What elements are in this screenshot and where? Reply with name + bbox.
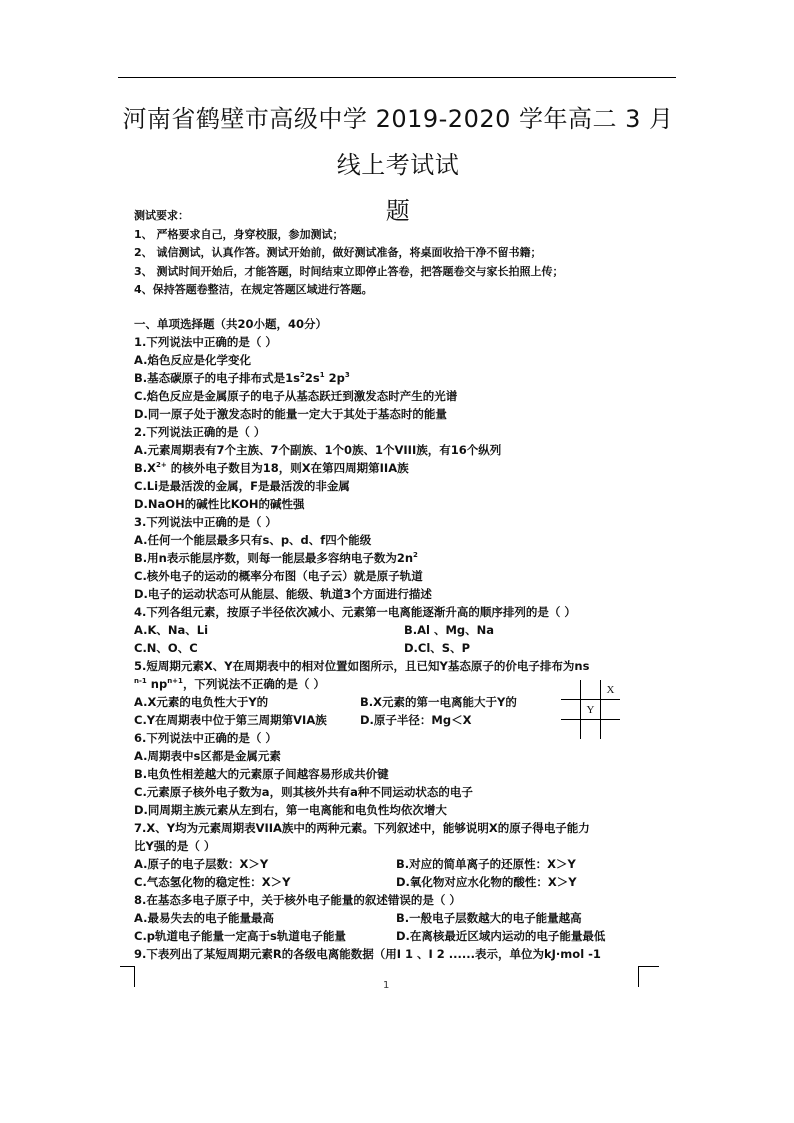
option-b (134, 549, 674, 567)
title-line-2: 题 (385, 197, 411, 225)
grid-cell (561, 700, 581, 720)
option-c: C.元素原子核外电子数为a，则其核外共有a种不同运动状态的电子 (134, 785, 473, 799)
option-text: B.基态碳原子的电子排布式是1s (134, 371, 300, 385)
grid-cell-y: Y (581, 700, 601, 720)
question-stem: 9.下表列出了某短周期元素R的各级电离能数据（用I 1 、I 2 ......表示，单位为kJ·mol -1 (134, 947, 601, 961)
superscript: n+1 (167, 677, 183, 685)
option-c: C.Y在周期表中位于第三周期第VIA族 (134, 713, 327, 727)
stem-text: np (146, 677, 168, 691)
crop-mark-right (638, 966, 659, 987)
option-d: D.NaOH的碱性比KOH的碱性强 (134, 497, 305, 511)
requirements-heading: 测试要求： (134, 209, 189, 222)
question-stem: 8.在基态多电子原子中，关于核外电子能量的叙述错误的是（ ） (134, 893, 461, 907)
title-line-1: 河南省鹤壁市高级中学 2019-2020 学年高二 3 月线上考试试 (122, 105, 674, 179)
option-a: A.K、Na、Li (134, 623, 209, 637)
grid-cell (581, 680, 601, 700)
page-number: 1 (383, 980, 390, 991)
option-b: B.电负性相差越大的元素原子间越容易形成共价键 (134, 767, 389, 781)
option-d: D.原子半径：Mg＜X (360, 713, 472, 727)
question-stem: 7.X、Y均为元素周期表VIIA族中的两种元素。下列叙述中，能够说明X的原子得电子能力 (134, 821, 590, 835)
requirement-item: 4、保持答题卷整洁，在规定答题区域进行答题。 (134, 283, 373, 296)
grid-cell (601, 720, 621, 740)
requirement-item: 3、 测试时间开始后，才能答题，时间结束立即停止答卷，把答题卷交与家长拍照上传； (134, 264, 564, 278)
option-b: B.Al 、Mg、Na (404, 623, 495, 637)
option-c: C.N、O、C (134, 641, 198, 655)
option-a: A.原子的电子层数：X＞Y (134, 857, 269, 871)
option-b (134, 369, 674, 387)
question-stem: 3.下列说法中正确的是（ ） (134, 515, 277, 529)
superscript: 2+ (156, 461, 167, 469)
grid-cell (561, 680, 581, 700)
superscript: 1 (319, 371, 325, 379)
superscript: n-1 (134, 677, 147, 685)
option-text: 2p (328, 371, 345, 385)
grid-cell-x: X (601, 680, 621, 700)
crop-mark-left (120, 966, 135, 987)
option-a: A.任何一个能层最多只有s、p、d、f四个能级 (134, 533, 372, 547)
grid-cell (561, 720, 581, 740)
option-d: D.氧化物对应水化物的酸性：X＞Y (396, 875, 577, 889)
option-row (134, 855, 674, 873)
stem-text: 5.短周期元素X、Y在周期表中的相对位置如图所示，且已知Y基态原子的价电子排布为ns (134, 659, 590, 673)
option-d: D.电子的运动状态可从能层、能级、轨道3个方面进行描述 (134, 587, 432, 601)
periodic-position-grid (561, 680, 620, 739)
option-text: B.X (134, 461, 157, 475)
option-b: B.对应的简单离子的还原性：X＞Y (396, 857, 576, 871)
option-text: 2s (304, 371, 320, 385)
grid-cell (581, 720, 601, 740)
option-text: 的核外电子数目为18，则X在第四周期第IIA族 (166, 461, 409, 475)
question-stem: 4.下列各组元素，按原子半径依次减小、元素第一电离能逐渐升高的顺序排列的是（ ） (134, 605, 576, 619)
section-heading: 一、单项选择题（共20小题，40分） (134, 317, 328, 331)
requirement-item: 2、 诚信测试，认真作答。测试开始前，做好测试准备，将桌面收拾干净不留书籍； (134, 246, 542, 259)
question-stem: 比Y强的是（ ） (134, 839, 216, 853)
option-c: C.核外电子的运动的概率分布图（电子云）就是原子轨道 (134, 569, 423, 583)
option-row (134, 873, 674, 891)
option-d: D.在离核最近区域内运动的电子能量最低 (396, 929, 606, 943)
requirement-item: 1、 严格要求自己，身穿校服，参加测试； (134, 227, 344, 241)
option-d: D.同周期主族元素从左到右，第一电离能和电负性均依次增大 (134, 803, 447, 817)
question-stem: 1.下列说法中正确的是（ ） (134, 335, 277, 349)
option-b: B.X元素的第一电离能大于Y的 (360, 695, 517, 709)
option-a: A.X元素的电负性大于Y的 (134, 695, 269, 709)
option-row (134, 639, 674, 657)
option-c: C.焰色反应是金属原子的电子从基态跃迁到激发态时产生的光谱 (134, 389, 458, 403)
question-stem: 2.下列说法正确的是（ ） (134, 425, 266, 439)
option-a: A.焰色反应是化学变化 (134, 353, 251, 367)
option-text: B.用n表示能层序数，则每一能层最多容纳电子数为2n (134, 551, 414, 565)
question-stem (134, 657, 674, 675)
superscript: 2 (299, 371, 305, 379)
grid-cell (601, 700, 621, 720)
superscript: 2 (413, 551, 418, 559)
stem-text: ，下列说法不正确的是（ ） (182, 677, 325, 691)
option-a: A.最易失去的电子能量最高 (134, 911, 274, 925)
option-row (134, 909, 674, 927)
option-a: A.周期表中s区都是金属元素 (134, 749, 281, 763)
option-a: A.元素周期表有7个主族、7个副族、1个0族、1个VIII族，有16个纵列 (134, 443, 502, 457)
header-rule (118, 77, 676, 78)
option-c: C.p轨道电子能量一定高于s轨道电子能量 (134, 929, 346, 943)
question-section (134, 315, 674, 963)
test-requirements (134, 207, 694, 300)
option-d: D.Cl、S、P (404, 641, 471, 655)
option-b (134, 459, 674, 477)
option-d: D.同一原子处于激发态时的能量一定大于其处于基态时的能量 (134, 407, 447, 421)
superscript: 3 (344, 371, 350, 379)
question-stem: 6.下列说法中正确的是（ ） (134, 731, 277, 745)
option-row (134, 621, 674, 639)
option-c: C.Li是最活泼的金属，F是最活泼的非金属 (134, 479, 350, 493)
option-row (134, 927, 674, 945)
option-b: B.一般电子层数越大的电子能量越高 (396, 911, 582, 925)
option-c: C.气态氢化物的稳定性：X＞Y (134, 875, 291, 889)
